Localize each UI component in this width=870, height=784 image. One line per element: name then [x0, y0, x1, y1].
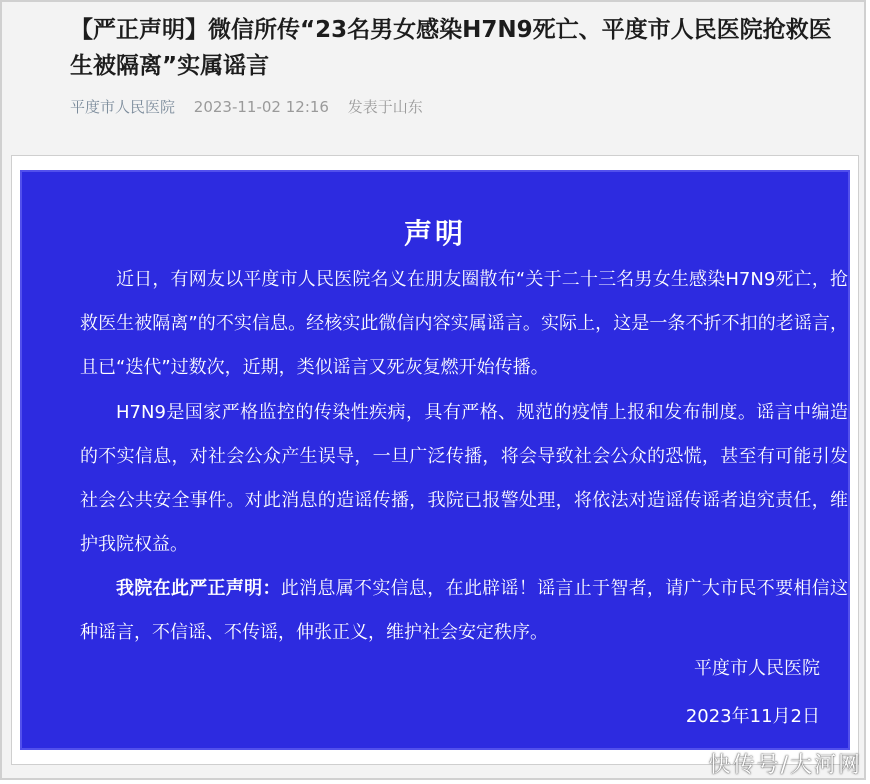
- article-source[interactable]: 平度市人民医院: [70, 98, 176, 116]
- notice-heading: 声明: [403, 217, 466, 250]
- notice-paragraph-3-text: 此消息属不实信息，在此辟谣！谣言止于智者，请广大市民不要相信这种谣言，不信谣、不传谣，伸张正义，维护社会安定秩序。: [80, 578, 849, 643]
- article-title: 【严正声明】微信所传“23名男女感染H7N9死亡、平度市人民医院抢救医生被隔离”实属谣言: [70, 17, 832, 79]
- article-time: 2023-11-02 12:16: [193, 98, 329, 116]
- watermark: 快传号/大河网: [708, 753, 862, 778]
- notice-panel: [20, 170, 850, 750]
- notice-paragraph-1: 近日，有网友以平度市人民医院名义在朋友圈散布“关于二十三名男女生感染H7N9死亡，抢救医生被隔离”的不实信息。经核实此微信内容实属谣言。实际上，这是一条不折不扣的老谣言，且已“迭代”过数次，近期，类似谣言又死灰复燃开始传播。: [80, 269, 848, 378]
- notice-signature: 平度市人民医院: [694, 658, 820, 679]
- notice-date: 2023年11月2日: [685, 706, 820, 727]
- article-meta: [70, 96, 423, 117]
- article-location: 发表于山东: [347, 98, 423, 116]
- notice-paragraph-3-lead: 我院在此严正声明：: [116, 578, 281, 599]
- notice-paragraph-3: [80, 567, 848, 655]
- notice-paragraph-2: H7N9是国家严格监控的传染性疾病，具有严格、规范的疫情上报和发布制度。谣言中编造的不实信息，对社会公众产生误导，一旦广泛传播，将会导致社会公众的恐慌，甚至有可能引发社会公共安全事件。对此消息的造谣传播，我院已报警处理，将依法对造谣传谣者追究责任，维护我院权益。: [80, 402, 848, 555]
